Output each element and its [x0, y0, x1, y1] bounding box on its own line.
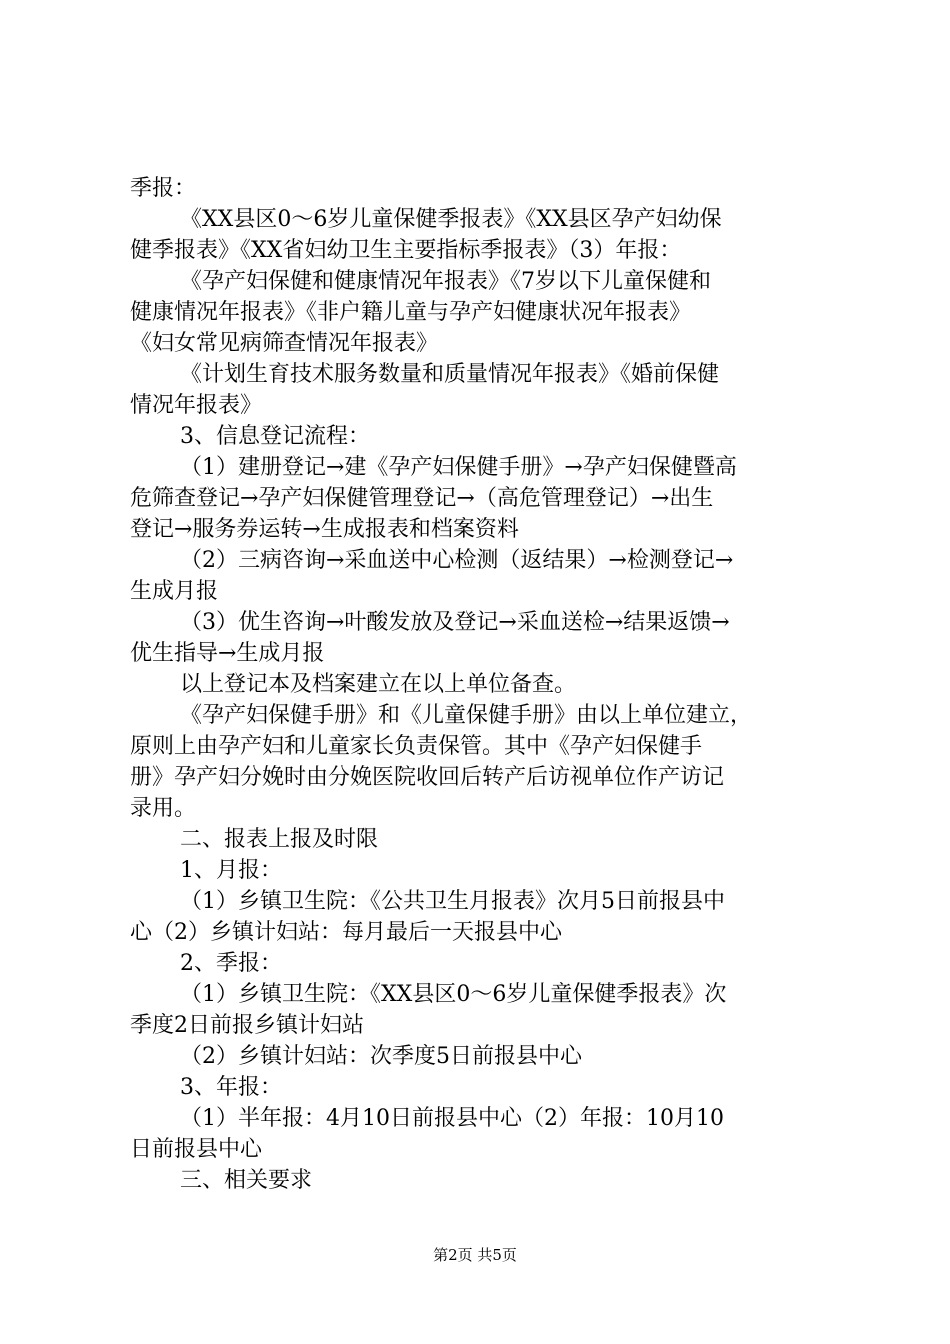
text-line: 健康情况年报表》《非户籍儿童与孕产妇健康状况年报表》 — [130, 300, 692, 325]
text-line: （1）乡镇卫生院：《公共卫生月报表》次月5日前报县中 — [180, 889, 725, 914]
section-heading: 3、信息登记流程： — [180, 424, 370, 449]
section-heading: 三、相关要求 — [180, 1168, 313, 1193]
text-line: 册》孕产妇分娩时由分娩医院收回后转产后访视单位作产访记 — [130, 765, 725, 790]
text-line: 《妇女常见病筛查情况年报表》 — [130, 331, 439, 356]
text-line: 登记→服务券运转→生成报表和档案资料 — [130, 517, 519, 542]
subsection-heading: 2、季报： — [180, 951, 282, 976]
text-line: （2）三病咨询→采血送中心检测（返结果）→检测登记→ — [180, 548, 734, 573]
text-line: 心（2）乡镇计妇站：每月最后一天报县中心 — [130, 920, 562, 945]
text-line: 季度2日前报乡镇计妇站 — [130, 1013, 364, 1038]
text-line: （1）半年报：4月10日前报县中心（2）年报：10月10 — [180, 1106, 724, 1131]
subsection-heading: 1、月报： — [180, 858, 282, 883]
text-line: 以上登记本及档案建立在以上单位备查。 — [180, 672, 577, 697]
text-line: （1）建册登记→建《孕产妇保健手册》→孕产妇保健暨高 — [180, 455, 737, 480]
text-line: 《XX县区0～6岁儿童保健季报表》《XX县区孕产妇幼保 — [180, 207, 722, 232]
text-line: 录用。 — [130, 796, 197, 821]
text-line: 情况年报表》 — [130, 393, 263, 418]
text-line: （2）乡镇计妇站：次季度5日前报县中心 — [180, 1044, 582, 1069]
text-line: 《孕产妇保健和健康情况年报表》《7岁以下儿童保健和 — [180, 269, 711, 294]
text-line: 生成月报 — [130, 579, 219, 604]
text-line: 原则上由孕产妇和儿童家长负责保管。其中《孕产妇保健手 — [130, 734, 703, 759]
text-line: 健季报表》《XX省妇幼卫生主要指标季报表》（3）年报： — [130, 238, 682, 263]
text-line: （3）优生咨询→叶酸发放及登记→采血送检→结果返馈→ — [180, 610, 730, 635]
document-body — [130, 173, 830, 1196]
text-line: 危筛查登记→孕产妇保健管理登记→（高危管理登记）→出生 — [130, 486, 714, 511]
text-line: （1）乡镇卫生院：《XX县区0～6岁儿童保健季报表》次 — [180, 982, 727, 1007]
page-number-footer: 第2页 共5页 — [433, 1246, 517, 1264]
text-line: 《孕产妇保健手册》和《儿童保健手册》由以上单位建立， — [180, 703, 753, 728]
text-line: 《计划生育技术服务数量和质量情况年报表》《婚前保健 — [180, 362, 720, 387]
section-heading: 二、报表上报及时限 — [180, 827, 379, 852]
text-line: 优生指导→生成月报 — [130, 641, 325, 666]
text-line: 日前报县中心 — [130, 1137, 263, 1162]
text-line: 季报： — [130, 176, 197, 201]
subsection-heading: 3、年报： — [180, 1075, 282, 1100]
